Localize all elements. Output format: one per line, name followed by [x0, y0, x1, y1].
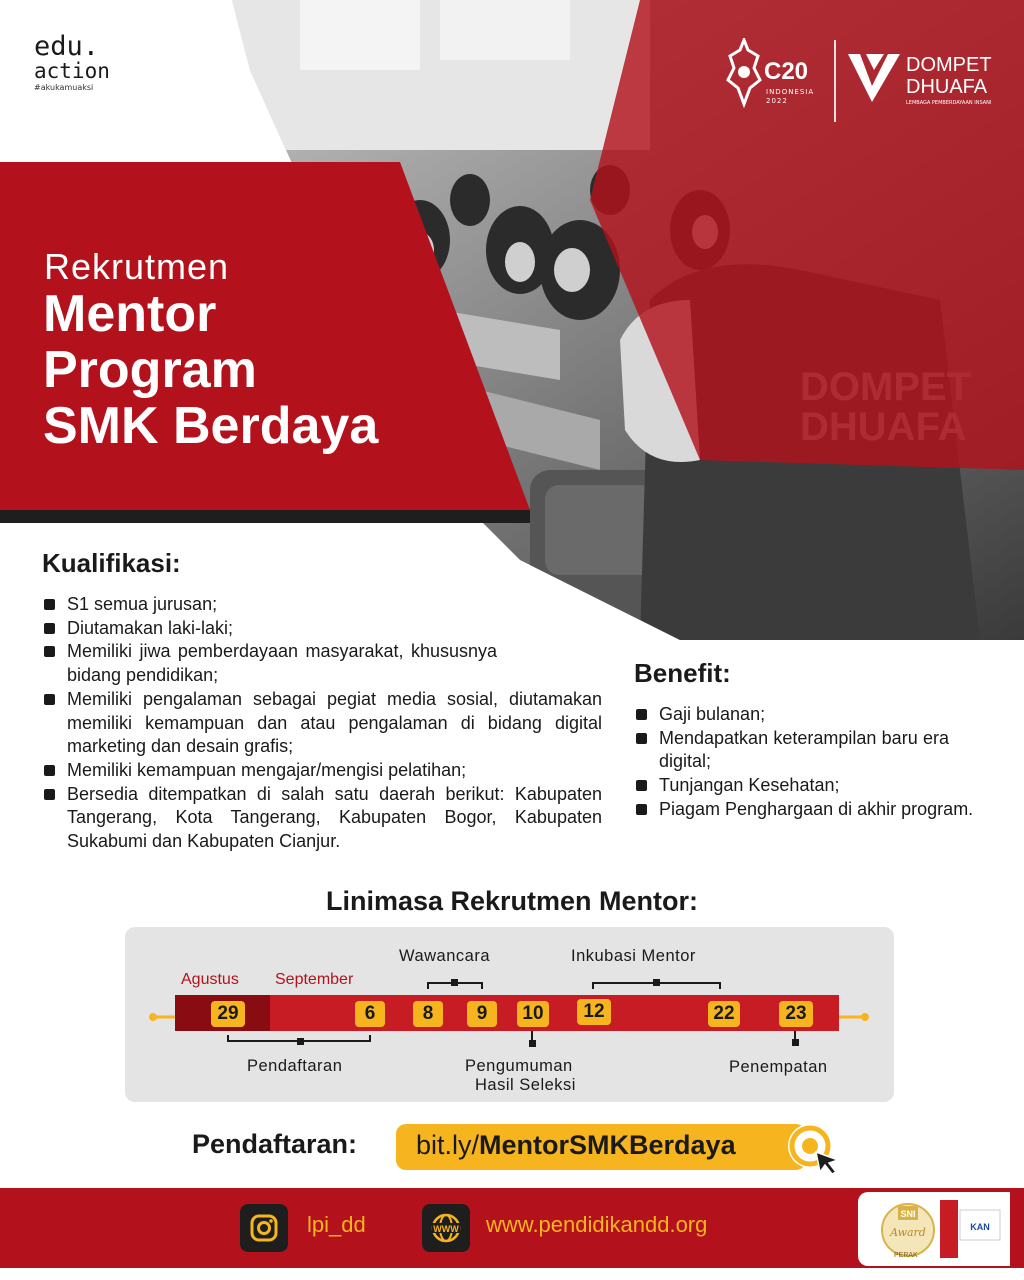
footer-bottom-strip — [0, 1268, 1024, 1280]
bullet-icon — [44, 765, 55, 776]
label-wawancara: Wawancara — [399, 947, 491, 965]
list-item: Piagam Penghargaan di akhir program. — [634, 798, 990, 822]
qualifications-section — [42, 548, 602, 854]
bullet-icon — [44, 623, 55, 634]
date-chip: 22 — [708, 1001, 740, 1027]
list-item: Gaji bulanan; — [634, 703, 990, 727]
list-item: Diutamakan laki-laki; — [42, 617, 602, 641]
registration-label: Pendaftaran: — [192, 1129, 358, 1159]
dompet-dhuafa-emblem-icon — [844, 48, 904, 108]
qualifications-heading: Kualifikasi: — [42, 548, 181, 578]
c20-ornament-icon — [724, 38, 764, 108]
award-logos — [858, 1192, 1010, 1266]
dompet-dhuafa-logo — [844, 48, 1004, 108]
dd-line2: DHUAFA — [906, 76, 988, 98]
registration-link[interactable]: bit.ly/MentorSMKBerdaya — [416, 1130, 736, 1160]
bullet-icon — [44, 646, 55, 657]
bullet-icon — [636, 733, 647, 744]
date-chip: 10 — [517, 1001, 549, 1027]
c20-sub: INDONESIA — [766, 88, 815, 96]
date-chip: 29 — [211, 1001, 245, 1027]
svg-text:SNI: SNI — [900, 1209, 916, 1219]
benefit-heading: Benefit: — [634, 658, 731, 688]
date-chip: 23 — [779, 1001, 813, 1027]
title-line3: SMK Berdaya — [43, 397, 379, 455]
month-august: Agustus — [181, 971, 239, 988]
website-url[interactable]: www.pendidikandd.org — [486, 1212, 708, 1237]
date-chip: 12 — [577, 999, 611, 1025]
list-item: Tunjangan Kesehatan; — [634, 774, 990, 798]
instagram-handle[interactable]: lpi_dd — [307, 1212, 366, 1237]
month-september: September — [275, 971, 354, 988]
label-hasil-seleksi: Hasil Seleksi — [475, 1076, 576, 1094]
list-item: Memiliki jiwa pemberdayaan masyarakat, khususnya bidang pendidikan; — [42, 640, 497, 687]
title-line1: Mentor — [43, 285, 217, 343]
list-item: Mendapatkan keterampilan baru era digital; — [634, 727, 949, 774]
svg-text:WWW: WWW — [433, 1224, 459, 1234]
edu-action-logo — [34, 31, 124, 92]
date-chip: 6 — [355, 1001, 385, 1027]
bullet-icon — [44, 789, 55, 800]
list-item: Bersedia ditempatkan di salah satu daerah berikut: Kabupaten Tangerang, Kota Tangerang, Kabupaten Bogor, Kabupaten Sukabumi dan Kabupaten Cianjur. — [42, 783, 602, 854]
page-title — [43, 286, 378, 454]
c20-year: 2022 — [766, 97, 788, 105]
date-chip: 8 — [413, 1001, 443, 1027]
svg-text:Award: Award — [890, 1226, 926, 1239]
title-underline-bar — [0, 510, 530, 523]
instagram-icon[interactable] — [240, 1204, 288, 1252]
dd-sub: LEMBAGA PEMBERDAYAAN INSANI — [906, 100, 992, 106]
click-cursor-icon — [786, 1120, 842, 1176]
edu-logo-line2: action — [34, 59, 110, 83]
svg-text:KAN: KAN — [970, 1222, 990, 1232]
bullet-icon — [44, 599, 55, 610]
list-item: Memiliki pengalaman sebagai pegiat media sosial, diutamakan memiliki kemampuan dan atau pengalaman di bidang digital marketing dan desain grafis; — [42, 688, 602, 759]
benefit-list — [634, 703, 990, 822]
qualifications-list — [42, 593, 602, 854]
website-globe-icon[interactable] — [422, 1204, 470, 1252]
label-pendaftaran: Pendaftaran — [247, 1057, 343, 1075]
timeline-panel — [125, 927, 894, 1102]
c20-logo — [724, 38, 824, 108]
title-block — [0, 162, 560, 510]
c20-name: C20 — [764, 58, 809, 85]
award-label: PERAK — [894, 1252, 918, 1259]
title-line2: Program — [43, 341, 257, 399]
partner-logos — [720, 34, 1010, 124]
bullet-icon — [636, 780, 647, 791]
bullet-icon — [636, 709, 647, 720]
title-kicker: Rekrutmen — [44, 246, 230, 287]
label-penempatan: Penempatan — [729, 1058, 828, 1076]
edu-logo-line1: edu. — [34, 31, 100, 62]
label-pengumuman: Pengumuman — [465, 1057, 573, 1075]
edu-logo-tagline: #akukamuaksi — [34, 83, 94, 92]
logo-divider — [834, 40, 836, 122]
timeline-title: Linimasa Rekrutmen Mentor: — [325, 886, 699, 916]
list-item: S1 semua jurusan; — [42, 593, 602, 617]
dd-line1: DOMPET — [906, 54, 992, 76]
label-inkubasi: Inkubasi Mentor — [571, 947, 696, 965]
benefit-section — [634, 658, 990, 822]
date-chip: 9 — [467, 1001, 497, 1027]
bullet-icon — [44, 694, 55, 705]
list-item: Memiliki kemampuan mengajar/mengisi pelatihan; — [42, 759, 602, 783]
bullet-icon — [636, 804, 647, 815]
